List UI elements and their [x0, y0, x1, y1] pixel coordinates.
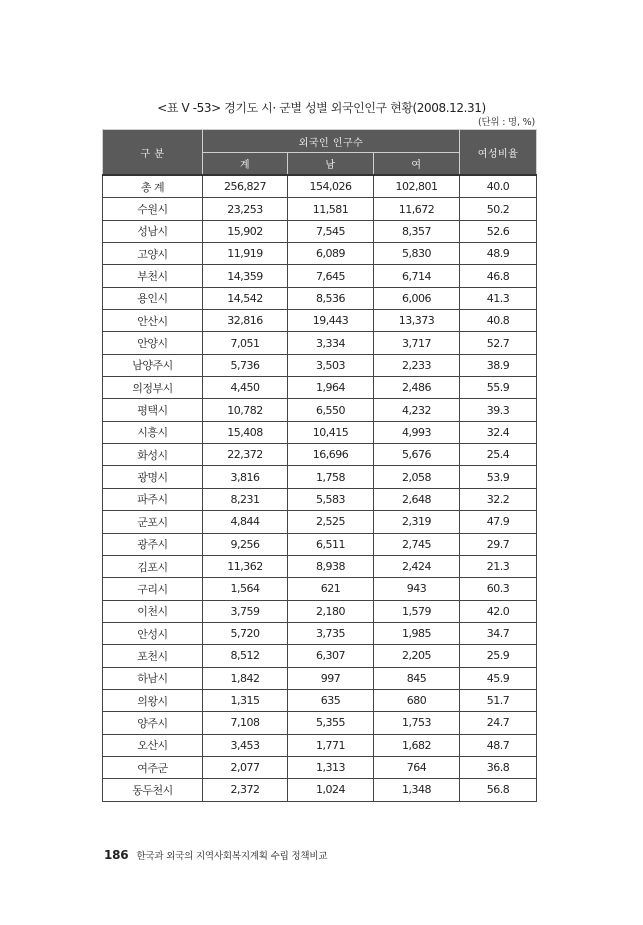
cell-female: 1,579: [374, 600, 460, 622]
cell-female-ratio: 32.2: [460, 488, 537, 510]
cell-male: 1,771: [288, 734, 374, 756]
cell-female: 680: [374, 689, 460, 711]
cell-female-ratio: 25.4: [460, 444, 537, 466]
table-row: [103, 377, 537, 399]
cell-male: 5,583: [288, 488, 374, 510]
table-row: [103, 287, 537, 309]
table-row: [103, 198, 537, 220]
table-row: [103, 578, 537, 600]
cell-region: 군포시: [103, 511, 203, 533]
cell-region: 오산시: [103, 734, 203, 756]
table-row: [103, 488, 537, 510]
cell-male: 5,355: [288, 712, 374, 734]
cell-female-ratio: 46.8: [460, 265, 537, 287]
table-row: [103, 332, 537, 354]
cell-total: 3,453: [203, 734, 288, 756]
cell-region: 안성시: [103, 622, 203, 644]
cell-male: 2,180: [288, 600, 374, 622]
cell-female: 8,357: [374, 220, 460, 242]
table-row: [103, 779, 537, 801]
cell-region: 동두천시: [103, 779, 203, 801]
table-row: [103, 734, 537, 756]
cell-female: 2,424: [374, 555, 460, 577]
cell-female: 2,745: [374, 533, 460, 555]
cell-total: 14,542: [203, 287, 288, 309]
cell-female: 2,486: [374, 377, 460, 399]
cell-region: 김포시: [103, 555, 203, 577]
cell-female-ratio: 40.0: [460, 175, 537, 198]
cell-female: 5,830: [374, 243, 460, 265]
cell-female: 1,985: [374, 622, 460, 644]
cell-male: 3,735: [288, 622, 374, 644]
header-female: 여: [374, 153, 460, 176]
cell-region: 파주시: [103, 488, 203, 510]
cell-male: 1,964: [288, 377, 374, 399]
cell-female-ratio: 48.7: [460, 734, 537, 756]
cell-region: 포천시: [103, 645, 203, 667]
cell-female-ratio: 34.7: [460, 622, 537, 644]
table-row: [103, 220, 537, 242]
cell-total: 32,816: [203, 310, 288, 332]
unit-note: (단위 : 명, %): [477, 117, 535, 128]
cell-total: 4,450: [203, 377, 288, 399]
header-male: 남: [288, 153, 374, 176]
cell-female-ratio: 21.3: [460, 555, 537, 577]
table-row: [103, 600, 537, 622]
cell-female-ratio: 50.2: [460, 198, 537, 220]
cell-female: 2,319: [374, 511, 460, 533]
cell-male: 6,511: [288, 533, 374, 555]
cell-region: 광주시: [103, 533, 203, 555]
table-body: [103, 175, 537, 801]
table-row: [103, 265, 537, 287]
cell-region: 구리시: [103, 578, 203, 600]
cell-female: 4,993: [374, 421, 460, 443]
cell-female: 11,672: [374, 198, 460, 220]
cell-male: 8,938: [288, 555, 374, 577]
cell-female: 764: [374, 756, 460, 778]
cell-male: 997: [288, 667, 374, 689]
cell-total: 15,902: [203, 220, 288, 242]
cell-male: 154,026: [288, 175, 374, 198]
table-row: [103, 689, 537, 711]
table-row: [103, 399, 537, 421]
cell-female-ratio: 36.8: [460, 756, 537, 778]
table-row: [103, 667, 537, 689]
cell-female: 845: [374, 667, 460, 689]
cell-female-ratio: 47.9: [460, 511, 537, 533]
cell-male: 3,334: [288, 332, 374, 354]
table-row: [103, 354, 537, 376]
cell-female-ratio: 48.9: [460, 243, 537, 265]
cell-total: 7,051: [203, 332, 288, 354]
table-row: [103, 466, 537, 488]
cell-male: 16,696: [288, 444, 374, 466]
header-female-ratio: 여성비율: [460, 130, 537, 176]
cell-region: 의왕시: [103, 689, 203, 711]
cell-region: 시흥시: [103, 421, 203, 443]
cell-total: 11,362: [203, 555, 288, 577]
cell-female-ratio: 45.9: [460, 667, 537, 689]
cell-female: 1,682: [374, 734, 460, 756]
cell-male: 19,443: [288, 310, 374, 332]
cell-total: 2,372: [203, 779, 288, 801]
cell-region: 성남시: [103, 220, 203, 242]
cell-region: 양주시: [103, 712, 203, 734]
cell-male: 1,024: [288, 779, 374, 801]
cell-total: 23,253: [203, 198, 288, 220]
page-footer: [104, 848, 327, 862]
cell-female-ratio: 42.0: [460, 600, 537, 622]
cell-region: 의정부시: [103, 377, 203, 399]
table-row: [103, 756, 537, 778]
cell-male: 6,089: [288, 243, 374, 265]
cell-male: 3,503: [288, 354, 374, 376]
cell-female-ratio: 55.9: [460, 377, 537, 399]
cell-region: 남양주시: [103, 354, 203, 376]
cell-total: 15,408: [203, 421, 288, 443]
cell-total: 3,816: [203, 466, 288, 488]
table-row: [103, 533, 537, 555]
cell-female: 1,348: [374, 779, 460, 801]
cell-total: 1,315: [203, 689, 288, 711]
cell-total: 1,842: [203, 667, 288, 689]
cell-region: 이천시: [103, 600, 203, 622]
cell-region: 안양시: [103, 332, 203, 354]
cell-female-ratio: 52.7: [460, 332, 537, 354]
cell-female: 5,676: [374, 444, 460, 466]
table-row: [103, 622, 537, 644]
cell-male: 1,758: [288, 466, 374, 488]
cell-total: 4,844: [203, 511, 288, 533]
cell-region: 평택시: [103, 399, 203, 421]
cell-total: 14,359: [203, 265, 288, 287]
table-row: [103, 511, 537, 533]
cell-female-ratio: 53.9: [460, 466, 537, 488]
cell-region: 화성시: [103, 444, 203, 466]
cell-region: 고양시: [103, 243, 203, 265]
cell-total: 1,564: [203, 578, 288, 600]
cell-male: 6,550: [288, 399, 374, 421]
cell-female: 1,753: [374, 712, 460, 734]
cell-region: 안산시: [103, 310, 203, 332]
cell-total: 256,827: [203, 175, 288, 198]
cell-region: 수원시: [103, 198, 203, 220]
table-title: <표 V -53> 경기도 시· 군별 성별 외국인인구 현황(2008.12.31): [157, 101, 486, 115]
footer-text: 한국과 외국의 지역사회복지계획 수립 정책비교: [136, 851, 328, 862]
table-row: [103, 243, 537, 265]
foreign-population-table: [102, 129, 537, 802]
cell-total: 5,720: [203, 622, 288, 644]
cell-male: 621: [288, 578, 374, 600]
table-row-total: [103, 175, 537, 198]
cell-female: 2,205: [374, 645, 460, 667]
table-row: [103, 712, 537, 734]
cell-total: 11,919: [203, 243, 288, 265]
cell-female-ratio: 25.9: [460, 645, 537, 667]
cell-female: 3,717: [374, 332, 460, 354]
cell-female: 4,232: [374, 399, 460, 421]
cell-region: 부천시: [103, 265, 203, 287]
cell-male: 7,645: [288, 265, 374, 287]
cell-female-ratio: 32.4: [460, 421, 537, 443]
cell-female-ratio: 39.3: [460, 399, 537, 421]
cell-total: 9,256: [203, 533, 288, 555]
cell-total: 8,231: [203, 488, 288, 510]
header-total: 계: [203, 153, 288, 176]
cell-total: 22,372: [203, 444, 288, 466]
cell-total: 10,782: [203, 399, 288, 421]
cell-total: 2,077: [203, 756, 288, 778]
cell-female-ratio: 29.7: [460, 533, 537, 555]
cell-region: 용인시: [103, 287, 203, 309]
cell-female-ratio: 40.8: [460, 310, 537, 332]
cell-region: 총 계: [103, 175, 203, 198]
cell-female: 6,006: [374, 287, 460, 309]
cell-female: 102,801: [374, 175, 460, 198]
cell-female-ratio: 60.3: [460, 578, 537, 600]
cell-female: 943: [374, 578, 460, 600]
table-row: [103, 444, 537, 466]
cell-region: 광명시: [103, 466, 203, 488]
cell-male: 11,581: [288, 198, 374, 220]
cell-male: 1,313: [288, 756, 374, 778]
cell-region: 하남시: [103, 667, 203, 689]
table-row: [103, 645, 537, 667]
cell-male: 635: [288, 689, 374, 711]
cell-female-ratio: 41.3: [460, 287, 537, 309]
page-number: 186: [104, 848, 129, 862]
cell-region: 여주군: [103, 756, 203, 778]
cell-male: 6,307: [288, 645, 374, 667]
cell-female: 2,058: [374, 466, 460, 488]
cell-female: 6,714: [374, 265, 460, 287]
table-row: [103, 310, 537, 332]
cell-male: 10,415: [288, 421, 374, 443]
cell-female: 2,233: [374, 354, 460, 376]
cell-male: 2,525: [288, 511, 374, 533]
cell-female: 13,373: [374, 310, 460, 332]
cell-male: 7,545: [288, 220, 374, 242]
cell-female: 2,648: [374, 488, 460, 510]
table-row: [103, 421, 537, 443]
cell-female-ratio: 56.8: [460, 779, 537, 801]
cell-total: 5,736: [203, 354, 288, 376]
cell-total: 7,108: [203, 712, 288, 734]
cell-female-ratio: 52.6: [460, 220, 537, 242]
cell-male: 8,536: [288, 287, 374, 309]
cell-total: 3,759: [203, 600, 288, 622]
cell-female-ratio: 38.9: [460, 354, 537, 376]
header-region: 구 분: [103, 130, 203, 176]
cell-female-ratio: 51.7: [460, 689, 537, 711]
cell-total: 8,512: [203, 645, 288, 667]
table-row: [103, 555, 537, 577]
cell-female-ratio: 24.7: [460, 712, 537, 734]
header-foreign-population: 외국인 인구수: [203, 130, 460, 153]
